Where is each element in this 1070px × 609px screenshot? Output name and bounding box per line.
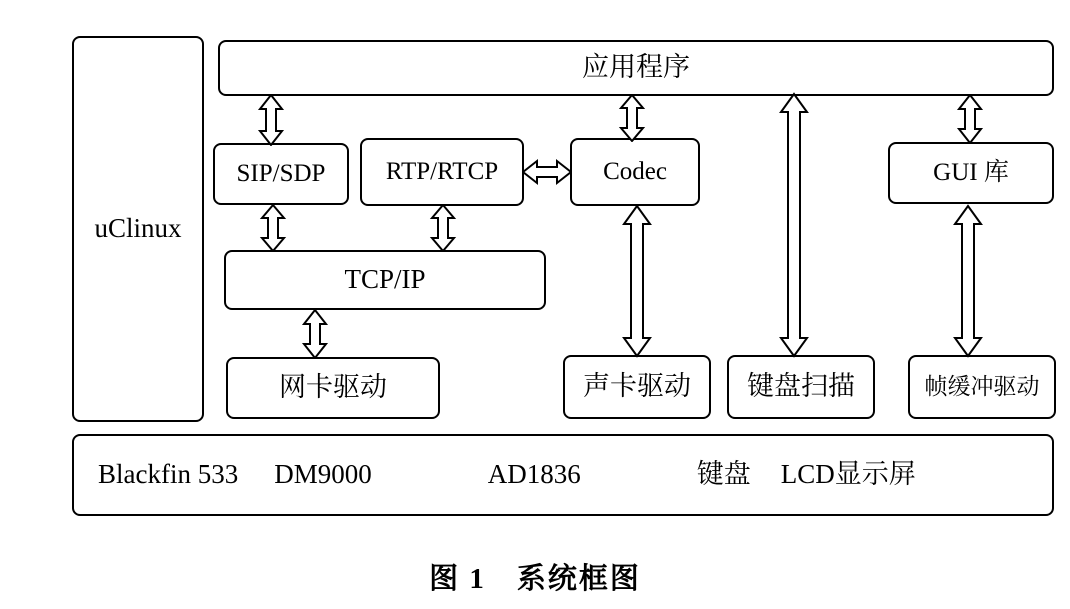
block-codec bbox=[570, 138, 700, 206]
hardware-display-label: LCD显示屏 bbox=[780, 459, 916, 490]
arrow-sipsdp-tcpip bbox=[258, 204, 288, 252]
hardware-keyboard-label: 键盘 bbox=[696, 459, 751, 490]
block-application bbox=[218, 40, 1054, 96]
block-nic-driver-label: 网卡驱动 bbox=[279, 372, 387, 403]
figure-caption: 图 1 系统框图 bbox=[429, 563, 641, 595]
block-application-label: 应用程序 bbox=[582, 52, 690, 83]
block-sip-sdp bbox=[213, 143, 349, 205]
block-gui-lib bbox=[888, 142, 1054, 204]
arrow-app-keyboardscan bbox=[778, 92, 810, 358]
arrow-rtprtcp-tcpip bbox=[428, 204, 458, 252]
block-uclinux bbox=[72, 36, 204, 422]
block-tcp-ip bbox=[224, 250, 546, 310]
block-sound-driver bbox=[563, 355, 711, 419]
block-keyboard-scan bbox=[727, 355, 875, 419]
arrow-codec-sounddriver bbox=[621, 204, 653, 358]
hardware-bar bbox=[72, 434, 1054, 516]
block-nic-driver bbox=[226, 357, 440, 419]
block-sound-driver-label: 声卡驱动 bbox=[583, 371, 691, 402]
arrow-rtprtcp-codec bbox=[522, 157, 572, 187]
arrow-tcpip-nicdriver bbox=[300, 309, 330, 359]
block-framebuffer-driver-label: 帧缓冲驱动 bbox=[924, 373, 1040, 399]
arrow-app-codec bbox=[617, 94, 647, 142]
block-rtp-rtcp-label: RTP/RTCP bbox=[385, 157, 499, 185]
block-codec-label: Codec bbox=[603, 157, 667, 185]
block-rtp-rtcp bbox=[360, 138, 524, 206]
arrow-app-sipsdp bbox=[256, 94, 286, 146]
block-uclinux-label: uClinux bbox=[94, 213, 182, 244]
arrow-guilib-framebuffer bbox=[952, 204, 984, 358]
hardware-cpu-label: Blackfin 533 bbox=[98, 459, 239, 490]
arrow-app-guilib bbox=[955, 94, 985, 144]
block-framebuffer-driver bbox=[908, 355, 1056, 419]
block-gui-lib-label: GUI 库 bbox=[933, 158, 1009, 186]
hardware-audio-codec-label: AD1836 bbox=[487, 459, 581, 490]
block-sip-sdp-label: SIP/SDP bbox=[236, 159, 326, 187]
block-keyboard-scan-label: 键盘扫描 bbox=[747, 371, 855, 402]
block-tcp-ip-label: TCP/IP bbox=[344, 264, 426, 295]
hardware-ethernet-label: DM9000 bbox=[274, 459, 372, 490]
